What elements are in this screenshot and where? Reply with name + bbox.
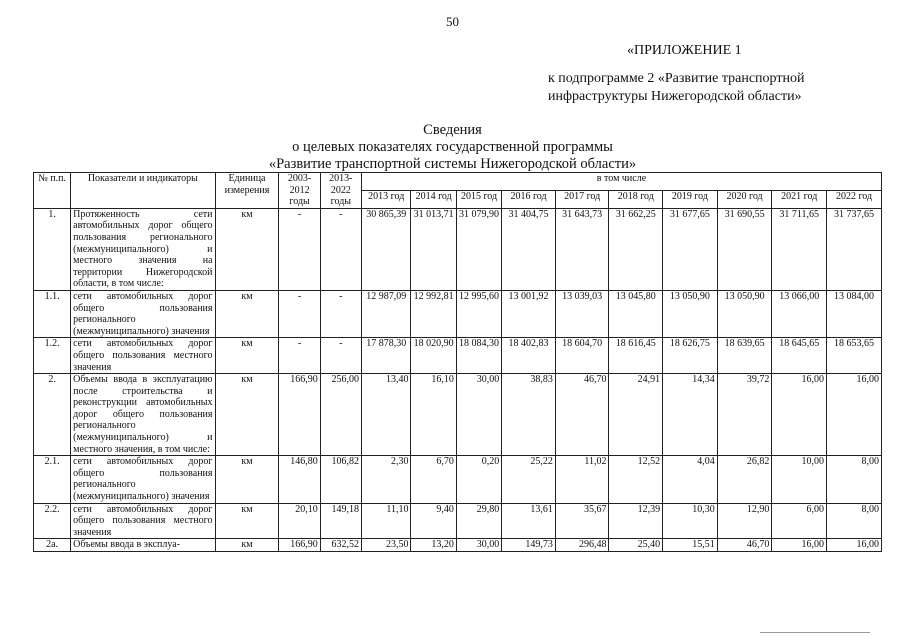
- row-value: 13 045,80: [609, 290, 663, 337]
- row-num: 1.1.: [34, 290, 71, 337]
- row-value: 12,39: [609, 503, 663, 539]
- row-value: 12,90: [717, 503, 772, 539]
- row-value: 31 690,55: [717, 208, 772, 290]
- row-value: 11,10: [361, 503, 411, 539]
- row-value: 12,52: [609, 456, 663, 503]
- row-value: 13 050,90: [663, 290, 718, 337]
- row-value: 13 050,90: [717, 290, 772, 337]
- row-unit: км: [215, 290, 279, 337]
- header-year: 2021 год: [772, 190, 827, 208]
- table-row: [34, 290, 882, 337]
- row-period-2: 106,82: [320, 456, 361, 503]
- row-num: 2а.: [34, 539, 71, 552]
- row-value: 4,04: [663, 456, 718, 503]
- table-row: [34, 456, 882, 503]
- title-line: Сведения: [423, 122, 482, 138]
- row-value: 18 639,65: [717, 338, 772, 374]
- row-name: Объемы ввода в эксплуа-: [71, 539, 215, 552]
- row-value: 25,22: [502, 456, 556, 503]
- header-year: 2016 год: [502, 190, 556, 208]
- header-year: 2013 год: [361, 190, 411, 208]
- row-value: 31 643,73: [555, 208, 609, 290]
- row-period-1: -: [279, 208, 320, 290]
- row-value: 31 737,65: [827, 208, 882, 290]
- row-period-1: 20,10: [279, 503, 320, 539]
- row-value: 18 653,65: [827, 338, 882, 374]
- row-value: 6,70: [411, 456, 456, 503]
- row-value: 31 404,75: [502, 208, 556, 290]
- row-period-2: -: [320, 290, 361, 337]
- header-year: 2018 год: [609, 190, 663, 208]
- header-year: 2022 год: [827, 190, 882, 208]
- header-name: Показатели и индикаторы: [71, 173, 215, 209]
- header-year: 2019 год: [663, 190, 718, 208]
- row-value: 26,82: [717, 456, 772, 503]
- row-value: 13 084,00: [827, 290, 882, 337]
- subtitle-line: инфраструктуры Нижегородской области»: [548, 89, 802, 104]
- row-value: 31 711,65: [772, 208, 827, 290]
- row-num: 2.2.: [34, 503, 71, 539]
- row-value: 18 616,45: [609, 338, 663, 374]
- row-value: 15,51: [663, 539, 718, 552]
- row-value: 2,30: [361, 456, 411, 503]
- row-value: 149,73: [502, 539, 556, 552]
- row-unit: км: [215, 208, 279, 290]
- document-title: [0, 122, 905, 173]
- row-value: 296,48: [555, 539, 609, 552]
- row-value: 13,40: [361, 374, 411, 456]
- header-including: в том числе: [361, 173, 881, 191]
- row-value: 30,00: [456, 539, 501, 552]
- row-value: 31 079,90: [456, 208, 501, 290]
- row-value: 46,70: [717, 539, 772, 552]
- table-row: [34, 338, 882, 374]
- row-value: 11,02: [555, 456, 609, 503]
- table-row: [34, 539, 882, 552]
- row-value: 18 645,65: [772, 338, 827, 374]
- header-period-2: 2013-2022 годы: [320, 173, 361, 209]
- row-name: сети автомобильных дорог общего пользования регионального (межмуниципального) значения: [71, 290, 215, 337]
- row-value: 31 013,71: [411, 208, 456, 290]
- row-period-1: -: [279, 290, 320, 337]
- row-value: 23,50: [361, 539, 411, 552]
- row-name: сети автомобильных дорог общего пользования местного значения: [71, 338, 215, 374]
- header-num: № п.п.: [34, 173, 71, 209]
- row-value: 16,00: [827, 374, 882, 456]
- row-period-1: 146,80: [279, 456, 320, 503]
- indicators-table: [33, 172, 882, 552]
- title-line: о целевых показателях государственной программы: [292, 139, 613, 155]
- header-year: 2014 год: [411, 190, 456, 208]
- subtitle-line: к подпрограмме 2 «Развитие транспортной: [548, 71, 805, 86]
- row-value: 24,91: [609, 374, 663, 456]
- row-name: сети автомобильных дорог общего пользования регионального (межмуниципального) значения: [71, 456, 215, 503]
- row-value: 10,30: [663, 503, 718, 539]
- row-name: Протяженность сети автомобильных дорог общего пользования регионального (межмуниципального) и местного значения на территории Нижегородской области, в том числе:: [71, 208, 215, 290]
- row-value: 13 001,92: [502, 290, 556, 337]
- row-unit: км: [215, 456, 279, 503]
- row-value: 30 865,39: [361, 208, 411, 290]
- header-year: 2017 год: [555, 190, 609, 208]
- title-line: «Развитие транспортной системы Нижегородской области»: [268, 156, 637, 172]
- header-period-1: 2003-2012 годы: [279, 173, 320, 209]
- row-value: 25,40: [609, 539, 663, 552]
- appendix-subtitle: [548, 70, 804, 106]
- row-value: 13 039,03: [555, 290, 609, 337]
- row-value: 6,00: [772, 503, 827, 539]
- row-value: 12 992,81: [411, 290, 456, 337]
- row-value: 30,00: [456, 374, 501, 456]
- row-period-2: -: [320, 338, 361, 374]
- row-value: 18 020,90: [411, 338, 456, 374]
- row-value: 38,83: [502, 374, 556, 456]
- row-value: 13,20: [411, 539, 456, 552]
- header-year: 2015 год: [456, 190, 501, 208]
- row-value: 8,00: [827, 503, 882, 539]
- page-number: 50: [446, 14, 459, 29]
- row-unit: км: [215, 374, 279, 456]
- row-period-2: 256,00: [320, 374, 361, 456]
- row-value: 13 066,00: [772, 290, 827, 337]
- row-value: 29,80: [456, 503, 501, 539]
- table-row: [34, 208, 882, 290]
- row-period-1: -: [279, 338, 320, 374]
- table-row: [34, 374, 882, 456]
- row-value: 8,00: [827, 456, 882, 503]
- table-row: [34, 503, 882, 539]
- row-num: 1.: [34, 208, 71, 290]
- row-period-1: 166,90: [279, 374, 320, 456]
- row-value: 9,40: [411, 503, 456, 539]
- row-value: 14,34: [663, 374, 718, 456]
- row-value: 35,67: [555, 503, 609, 539]
- row-value: 31 677,65: [663, 208, 718, 290]
- row-value: 16,00: [772, 374, 827, 456]
- row-unit: км: [215, 539, 279, 552]
- row-value: 17 878,30: [361, 338, 411, 374]
- row-value: 12 995,60: [456, 290, 501, 337]
- row-value: 16,00: [827, 539, 882, 552]
- row-value: 46,70: [555, 374, 609, 456]
- row-value: 12 987,09: [361, 290, 411, 337]
- row-num: 2.: [34, 374, 71, 456]
- row-name: Объемы ввода в эксплуатацию после строительства и реконструкции автомобильных дорог общего пользования регионального (межмуниципального) и местного значения, в том числе:: [71, 374, 215, 456]
- row-value: 18 626,75: [663, 338, 718, 374]
- row-value: 18 604,70: [555, 338, 609, 374]
- header-year: 2020 год: [717, 190, 772, 208]
- row-unit: км: [215, 503, 279, 539]
- row-num: 1.2.: [34, 338, 71, 374]
- row-value: 18 084,30: [456, 338, 501, 374]
- row-name: сети автомобильных дорог общего пользования местного значения: [71, 503, 215, 539]
- row-value: 13,61: [502, 503, 556, 539]
- row-num: 2.1.: [34, 456, 71, 503]
- row-value: 16,10: [411, 374, 456, 456]
- row-value: 18 402,83: [502, 338, 556, 374]
- row-value: 10,00: [772, 456, 827, 503]
- row-period-2: 149,18: [320, 503, 361, 539]
- row-period-2: -: [320, 208, 361, 290]
- row-unit: км: [215, 338, 279, 374]
- row-period-1: 166,90: [279, 539, 320, 552]
- row-period-2: 632,52: [320, 539, 361, 552]
- appendix-title: «ПРИЛОЖЕНИЕ 1: [627, 43, 742, 58]
- row-value: 16,00: [772, 539, 827, 552]
- row-value: 31 662,25: [609, 208, 663, 290]
- header-unit: Единица измерения: [215, 173, 279, 209]
- row-value: 0,20: [456, 456, 501, 503]
- page-edge-line: [760, 632, 870, 633]
- row-value: 39,72: [717, 374, 772, 456]
